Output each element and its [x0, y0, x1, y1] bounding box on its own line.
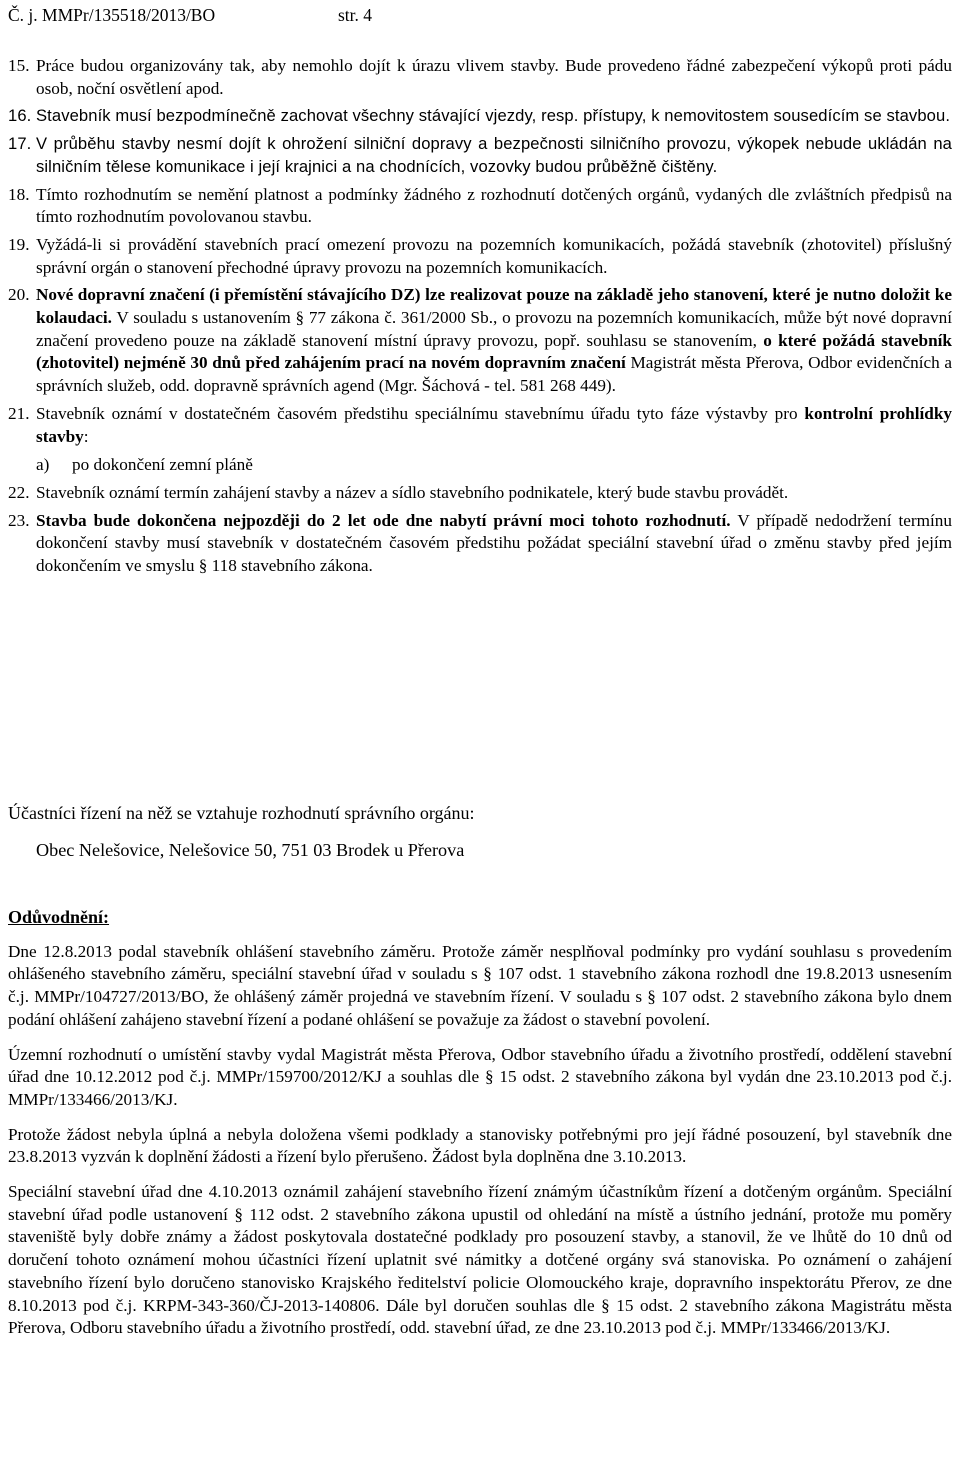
condition-subitem	[36, 454, 952, 477]
reasoning-paragraph: Speciální stavební úřad dne 4.10.2013 oznámil zahájení stavebního řízení známým účastníkům řízení a dotčeným orgánům. Speciální stavební úřad podle ustanovení § 112 odst. 2 stavebního zákona upustil od ohledání na místě a ústního jednání, protože mu poměry staveniště byly dobře známy a žádost poskytovala dostatečné podklady pro posouzení stavby, a stanovil, že ve lhůtě do 10 dnů od doručení tohoto oznámení mohou účastníci řízení uplatnit své námitky a dotčené orgány svá stanoviska. Po oznámení o zahájení stavebního řízení bylo doručeno stanovisko Krajského ředitelství policie Olomouckého kraje, dopravního inspektorátu Přerov, ze dne 8.10.2013 pod č.j. KRPM-343-360/ČJ-2013-140806. Dále byl doručen souhlas dle § 15 odst. 2 stavebního zákona Magistrátu města Přerova, Odboru stavebního úřadu a životního prostředí, odd. stavební úřad, ze dne 23.10.2013 pod č.j. MMPr/133466/2013/KJ.	[8, 1182, 952, 1338]
reasoning-paragraph: Protože žádost nebyla úplná a nebyla doložena všemi podklady a stanovisky potřebnými pro její řádné posouzení, byl stavebník dne 23.8.2013 vyzván k doplnění žádosti a řízení bylo přerušeno. Žádost byla doplněna dne 3.10.2013.	[8, 1124, 952, 1167]
condition-text: , o provozu na pozemních komunikacích, může být nové dopravní značení provedeno pouze na základě stanovení místní úpravy provozu, popř. souhlasu se stanovením,	[36, 308, 952, 350]
reference-number: Č. j. MMPr/135518/2013/BO	[8, 5, 216, 25]
reasoning-paragraph: Dne 12.8.2013 podal stavebník ohlášení stavebního záměru. Protože záměr nesplňoval podmínky pro vydání souhlasu s provedením ohlášeného stavebního záměru, speciální stavební úřad v souladu s § 107 odst. 1 stavebního zákona rozhodl dne 19.8.2013 usnesením č.j. MMPr/104727/2013/BO, že ohlášený záměr projedná ve stavebním řízení. V souladu s § 107 odst. 2 stavebního zákona bylo dnem podání ohlášení zahájeno stavební řízení a podané ohlášení se považuje za žádost o stavební povolení.	[8, 941, 952, 1029]
condition-bold-text: o které požádá stavebník (zhotovitel) nejméně 30 dnů před zahájením prací na novém dopravním značení	[36, 330, 952, 373]
condition-text: :	[83, 426, 89, 446]
condition-text: Stavebník oznámí v dostatečném časovém předstihu speciálnímu stavebnímu úřadu tyto fáze výstavby pro	[36, 403, 805, 423]
page-number: str. 4	[338, 5, 373, 25]
condition-19	[8, 234, 952, 279]
condition-text: Tímto rozhodnutím se nemění platnost a podmínky žádného z rozhodnutí dotčených orgánů, vydaných dle zvláštních předpisů na tímto rozhodnutím povolovanou stavbu.	[36, 184, 952, 227]
condition-text: Magistrát města Přerova, Odbor evidenčních a správních služeb, odd. dopravně správních agend (Mgr. Šáchová - tel. 581 268 449).	[36, 353, 952, 396]
condition-text: Práce budou organizovány tak, aby nemohlo dojít k úrazu vlivem stavby. Bude provedeno řádné zabezpečení výkopů proti pádu osob, noční osvětlení apod.	[36, 56, 952, 98]
condition-22	[8, 482, 952, 505]
condition-text: V souladu s ustanovením § 77 zákona č. 361/2000 Sb.	[111, 308, 494, 328]
condition-20	[8, 284, 952, 398]
condition-16	[8, 105, 952, 128]
condition-number: 20.	[8, 285, 30, 305]
subitem-text: po dokončení zemní pláně	[72, 455, 253, 475]
participants-label: Účastníci řízení na něž se vztahuje rozhodnutí správního orgánu:	[8, 803, 475, 823]
condition-21	[8, 403, 952, 477]
condition-number: 21.	[8, 403, 30, 423]
reasoning-paragraph: Územní rozhodnutí o umístění stavby vydal Magistrát města Přerova, Odbor stavebního úřadu a životního prostředí, oddělení stavební úřad dne 10.12.2012 pod č.j. MMPr/159700/2012/KJ a souhlas dle § 15 odst. 2 stavebního zákona byl vydán dne 23.10.2013 pod č.j. MMPr/133466/2013/KJ.	[8, 1044, 952, 1109]
condition-text: Stavebník musí bezpodmínečně zachovat všechny stávající vjezdy, resp. přístupy, k nemovitostem sousedícím se stavbou.	[36, 106, 951, 126]
conditions-list	[8, 55, 952, 583]
condition-bold-text: kontrolní prohlídky stavby	[36, 403, 952, 446]
condition-18	[8, 184, 952, 229]
condition-number: 22.	[8, 482, 30, 502]
condition-number: 15.	[8, 56, 30, 75]
condition-text: Stavebník oznámí termín zahájení stavby a název a sídlo stavebního podnikatele, který bude stavbu provádět.	[36, 482, 789, 502]
condition-bold-text: Nové dopravní značení (i přemístění stávajícího DZ) lze realizovat pouze na základě jeho stanovení, které je nutno doložit ke kolaudaci.	[36, 285, 952, 328]
condition-bold-text: Stavba bude dokončena nejpozději do 2 let ode dne nabytí právní moci tohoto rozhodnutí.	[36, 510, 731, 530]
condition-17	[8, 133, 952, 178]
subitem-label: a)	[36, 455, 50, 475]
condition-text: V případě nedodržení termínu dokončení stavby musí stavebník v dostatečném časovém předstihu požádat speciální stavební úřad o změnu stavby před jejím dokončením ve smyslu § 118 stavebního zákona.	[36, 510, 952, 576]
condition-23	[8, 510, 952, 578]
participant-entry: Obec Nelešovice, Nelešovice 50, 751 03 Brodek u Přerova	[36, 839, 465, 860]
condition-text: V průběhu stavby nesmí dojít k ohrožení silniční dopravy a bezpečnosti silničního provozu, výkopek nebude ukládán na silničním tělese komunikace i její krajnici a na chodnících, vozovky budou průběžně čištěny.	[36, 134, 952, 176]
condition-number: 19.	[8, 234, 30, 254]
participants-section	[8, 802, 952, 861]
condition-number: 18.	[8, 184, 30, 204]
condition-number: 16.	[8, 106, 32, 126]
reasoning-section	[8, 906, 952, 1352]
condition-text: Vyžádá-li si provádění stavebních prací omezení provozu na pozemních komunikacích, požádá stavebník (zhotovitel) příslušný správní orgán o stanovení přechodné úpravy provozu na pozemních komunikacích.	[36, 234, 952, 277]
condition-number: 23.	[8, 510, 30, 530]
condition-number: 17.	[8, 134, 32, 154]
reasoning-heading: Odůvodnění:	[8, 907, 110, 927]
condition-15	[8, 55, 952, 100]
